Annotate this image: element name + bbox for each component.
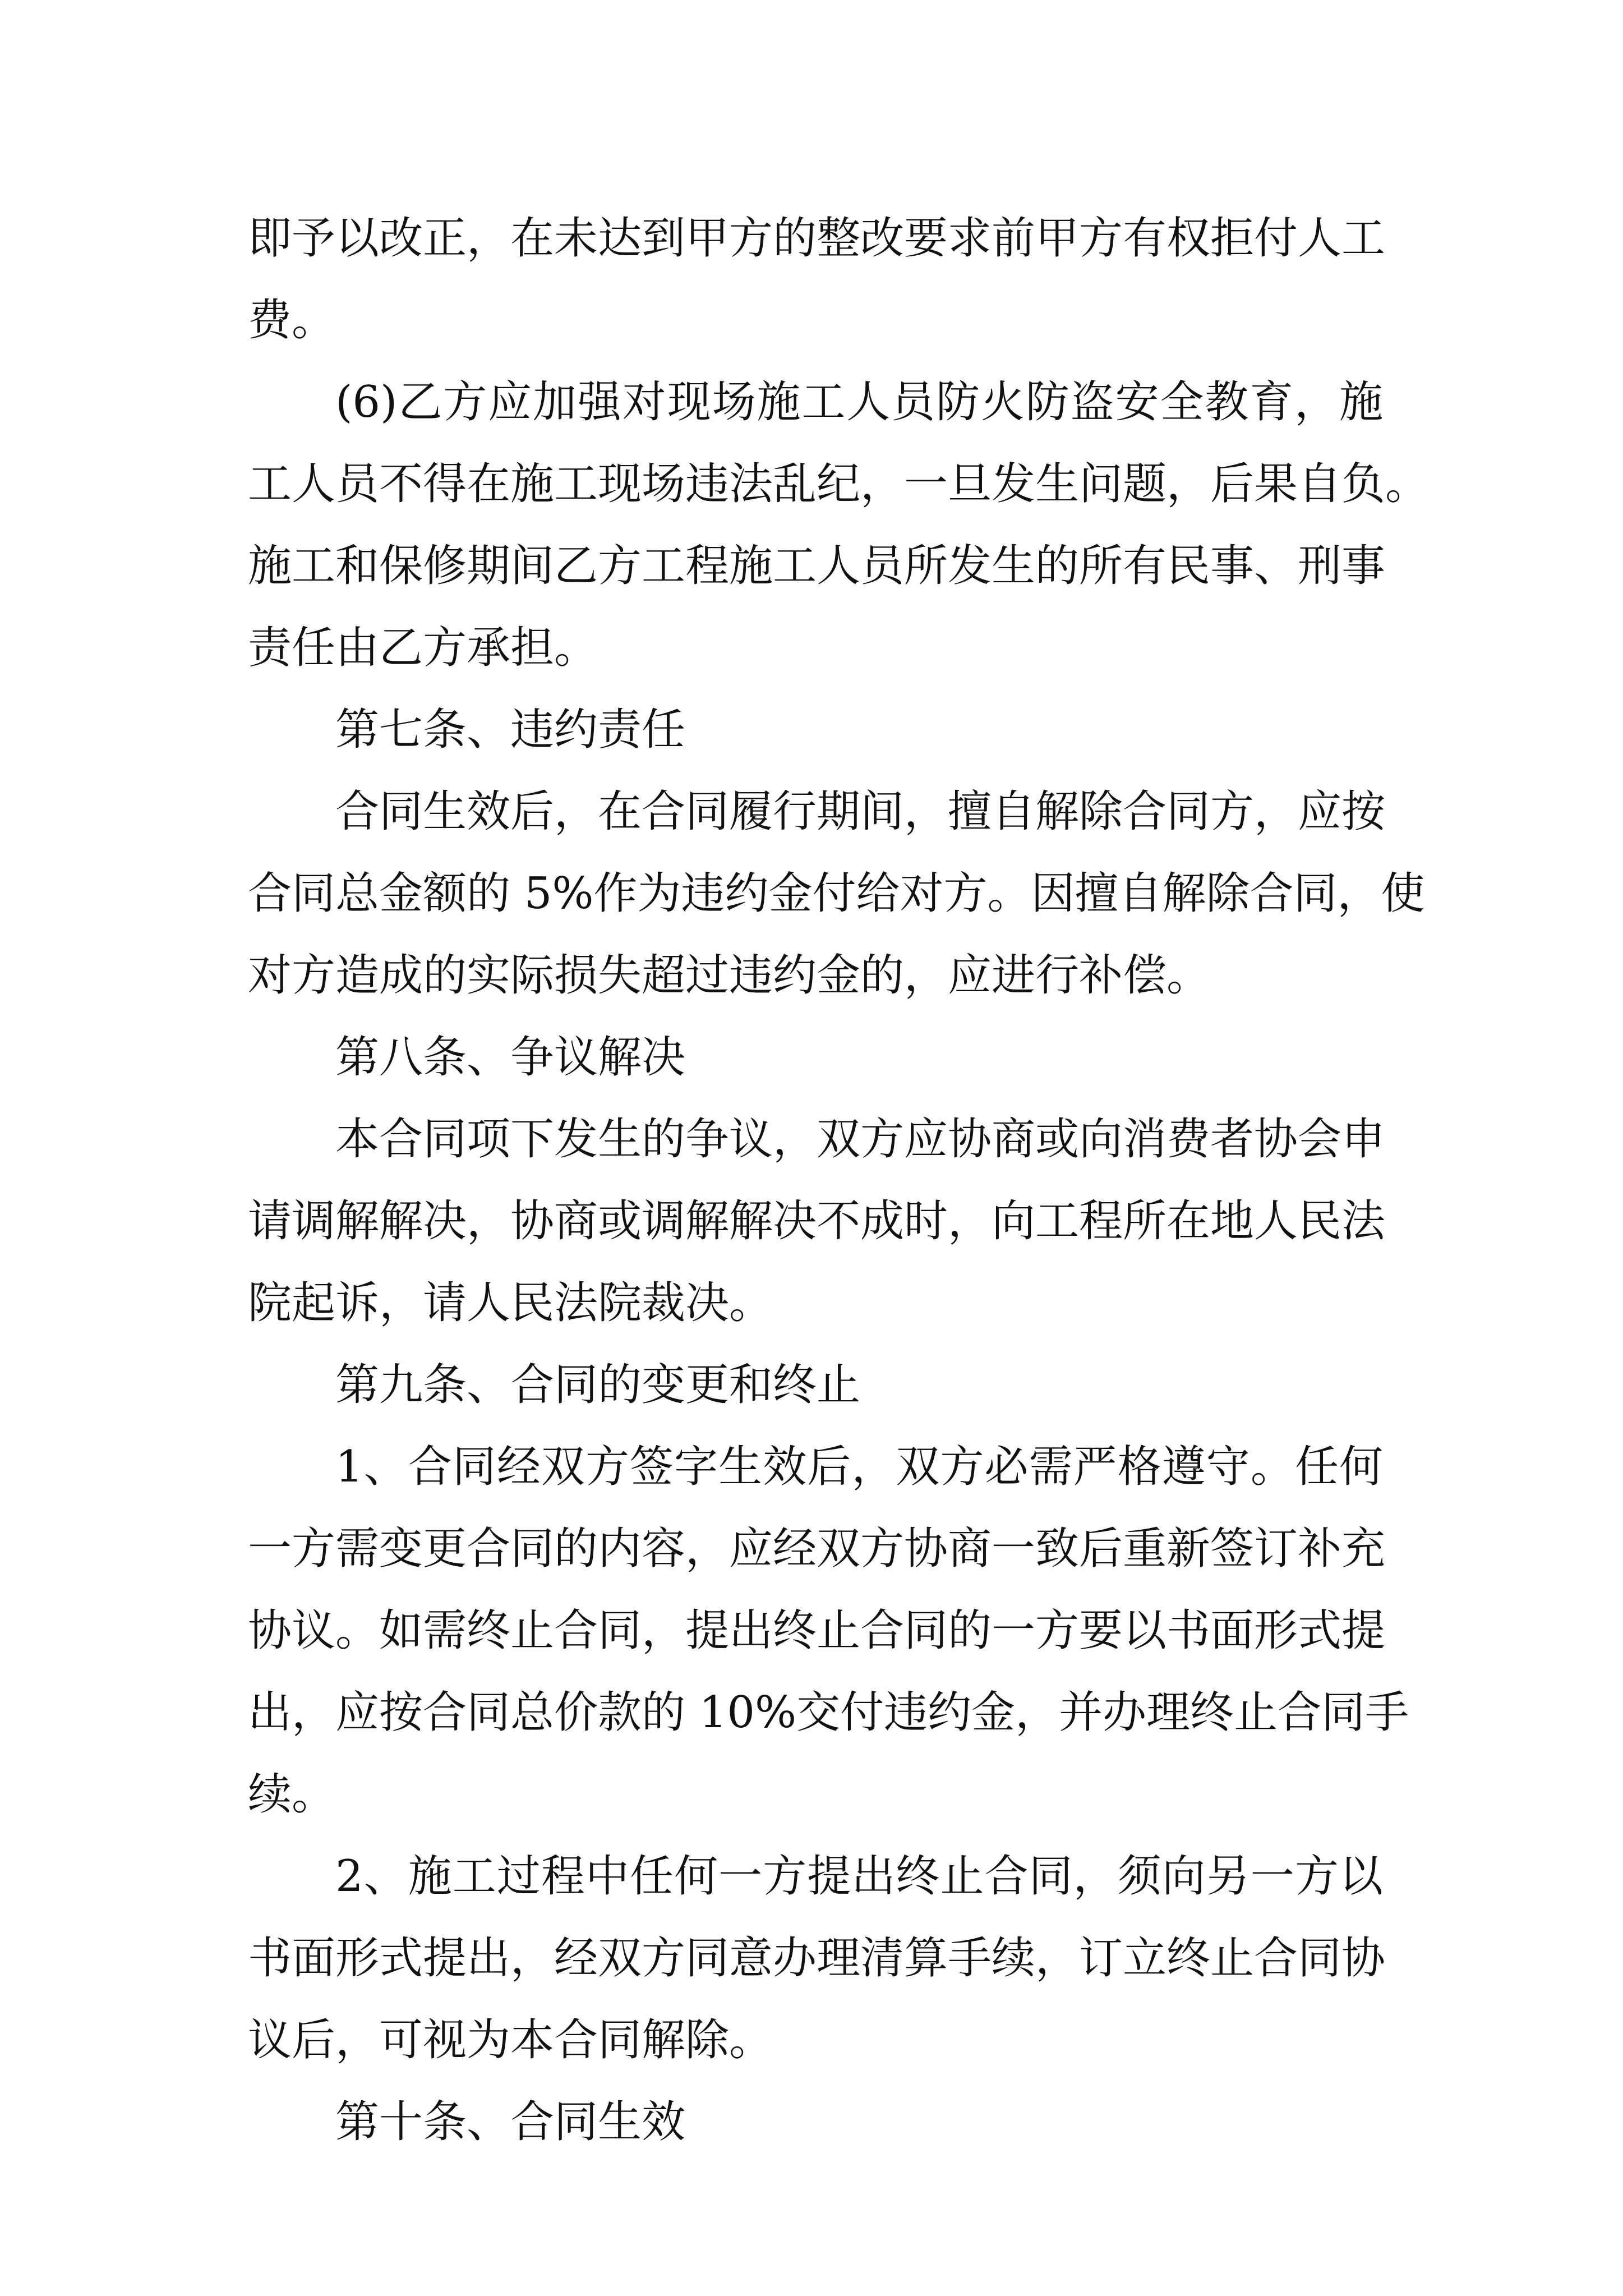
contract-text (248, 197, 1430, 2163)
text-line: 协议。如需终止合同，提出终止合同的一方要以书面形式提 (248, 1605, 1386, 1656)
text-line: 施工和保修期间乙方工程施工人员所发生的所有民事、刑事 (248, 541, 1386, 591)
text-line: 合同生效后，在合同履行期间，擅自解除合同方，应按 (335, 786, 1386, 837)
section-heading: 第十条、合同生效 (335, 2097, 686, 2147)
text-line: 议后，可视为本合同解除。 (248, 2015, 773, 2065)
text-line: 合同总金额的 5%作为违约金付给对方。因擅自解除合同，使 (248, 868, 1425, 919)
text-line: (6)乙方应加强对现场施工人员防火防盗安全教育，施 (335, 377, 1383, 427)
section-heading: 第七条、违约责任 (335, 705, 686, 755)
text-line: 院起诉，请人民法院裁决。 (248, 1278, 773, 1328)
text-line: 书面形式提出，经双方同意办理清算手续，订立终止合同协 (248, 1933, 1386, 1984)
text-line: 对方造成的实际损失超过违约金的，应进行补偿。 (248, 950, 1211, 1001)
text-line: 责任由乙方承担。 (248, 623, 598, 673)
text-line: 续。 (248, 1769, 336, 1820)
text-line: 一方需变更合同的内容，应经双方协商一致后重新签订补充 (248, 1524, 1386, 1574)
text-line: 即予以改正，在未达到甲方的整改要求前甲方有权拒付人工 (248, 213, 1386, 264)
section-heading: 第八条、争议解决 (335, 1032, 686, 1083)
text-line: 工人员不得在施工现场违法乱纪，一旦发生问题，后果自负。 (248, 459, 1430, 509)
text-line: 出，应按合同总价款的 10%交付违约金，并办理终止合同手 (248, 1687, 1409, 1738)
text-line: 费。 (248, 295, 336, 346)
text-line: 1、合同经双方签字生效后，双方必需严格遵守。任何 (335, 1442, 1383, 1492)
section-heading: 第九条、合同的变更和终止 (335, 1360, 861, 1410)
text-line: 2、施工过程中任何一方提出终止合同，须向另一方以 (335, 1851, 1383, 1902)
text-line: 请调解解决，协商或调解解决不成时，向工程所在地人民法 (248, 1196, 1386, 1246)
text-line: 本合同项下发生的争议，双方应协商或向消费者协会申 (335, 1114, 1386, 1165)
